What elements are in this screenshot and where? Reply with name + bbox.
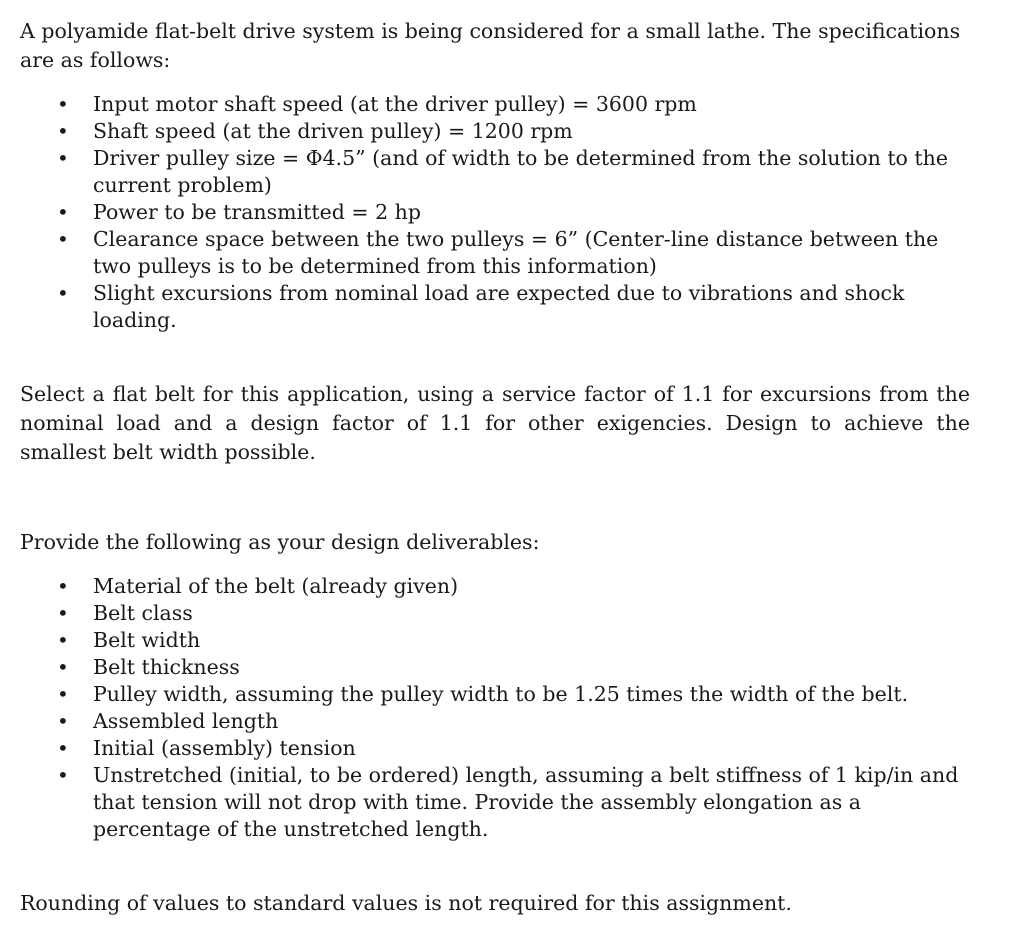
bullet-icon: • [57,736,69,760]
bullet-icon: • [57,601,69,625]
closing-note: Rounding of values to standard values is not required for this assignment. [20,891,792,915]
deliverable-text: Pulley width, assuming the pulley width to be 1.25 times the width of the belt. [93,682,909,706]
bullet-icon: • [57,763,69,787]
bullet-icon: • [57,227,69,251]
deliverable-text: Assembled length [93,709,279,733]
list-item [0,600,990,627]
bullet-icon: • [57,709,69,733]
list-item [0,708,990,735]
bullet-icon: • [57,119,69,143]
bullet-icon: • [57,628,69,652]
list-item [0,199,990,226]
deliverable-text: Belt width [93,628,201,652]
deliverable-text: Belt thickness [93,655,240,679]
list-item [0,573,990,600]
list-item [0,681,990,708]
specifications-list [0,91,990,334]
list-item [0,118,990,145]
list-item [0,280,990,334]
deliverable-text: Unstretched (initial, to be ordered) length, assuming a belt stiffness of 1 kip/in and that tension will not drop with time. Provide the assembly elongation as a percentage of the unstretched length. [93,763,959,841]
list-item [0,226,990,280]
bullet-icon: • [57,281,69,305]
spec-text: Power to be transmitted = 2 hp [93,200,421,224]
list-item [0,627,990,654]
bullet-icon: • [57,200,69,224]
bullet-icon: • [57,146,69,170]
bullet-icon: • [57,682,69,706]
list-item [0,762,990,843]
spec-text: Input motor shaft speed (at the driver pulley) = 3600 rpm [93,92,697,116]
list-item [0,91,990,118]
list-item [0,735,990,762]
spec-text: Driver pulley size = Φ4.5” (and of width to be determined from the solution to the current problem) [93,146,948,197]
intro-paragraph: A polyamide flat-belt drive system is being considered for a small lathe. The specifications are as follows: [20,19,961,72]
list-item [0,145,990,199]
spec-text: Clearance space between the two pulleys = 6” (Center-line distance between the two pulleys is to be determined from this information) [93,227,939,278]
deliverables-intro: Provide the following as your design deliverables: [20,530,540,554]
spec-text: Slight excursions from nominal load are expected due to vibrations and shock loading. [93,281,905,332]
deliverables-list [0,573,990,843]
deliverable-text: Belt class [93,601,193,625]
bullet-icon: • [57,574,69,598]
bullet-icon: • [57,92,69,116]
deliverable-text: Initial (assembly) tension [93,736,356,760]
spec-text: Shaft speed (at the driven pulley) = 1200 rpm [93,119,573,143]
deliverable-text: Material of the belt (already given) [93,574,459,598]
selection-paragraph: Select a flat belt for this application, using a service factor of 1.1 for excursions from the nominal load and a design factor of 1.1 for other exigencies. Design to achieve the smallest belt width possible. [20,382,970,464]
bullet-icon: • [57,655,69,679]
list-item [0,654,990,681]
